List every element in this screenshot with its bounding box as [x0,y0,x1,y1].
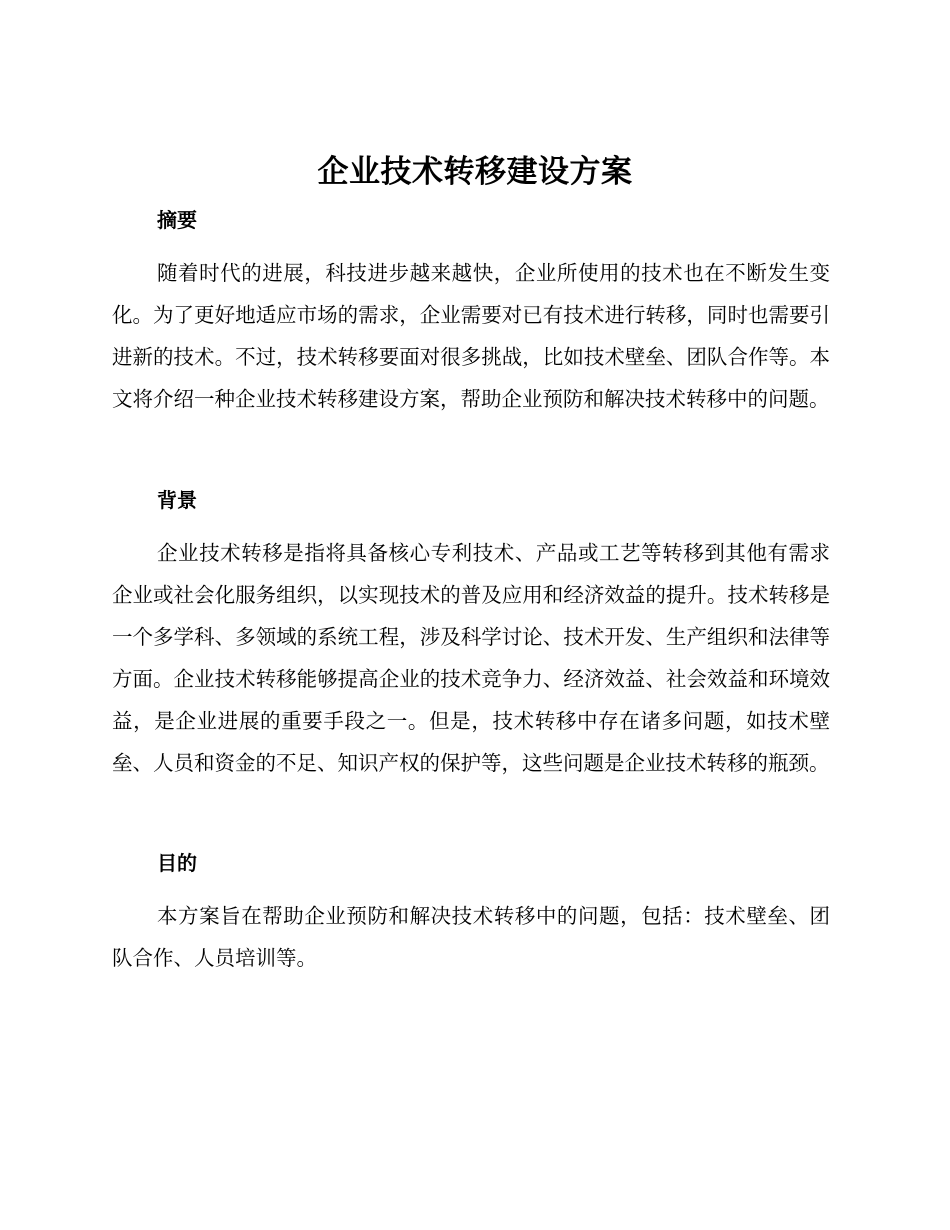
section-heading-abstract: 摘要 [157,208,197,232]
section-paragraph-background: 企业技术转移是指将具备核心专利技术、产品或工艺等转移到其他有需求企业或社会化服务组织，以实现技术的普及应用和经济效益的提升。技术转移是一个多学科、多领域的系统工程，涉及科学讨论、技术开发、生产组织和法律等方面。企业技术转移能够提高企业的技术竞争力、经济效益、社会效益和环境效益，是企业进展的重要手段之一。但是，技术转移中存在诸多问题，如技术壁垒、人员和资金的不足、知识产权的保护等，这些问题是企业技术转移的瓶颈。 [112,541,830,775]
section-heading-purpose: 目的 [157,851,197,875]
section-paragraph-purpose: 本方案旨在帮助企业预防和解决技术转移中的问题，包括：技术壁垒、团队合作、人员培训等。 [112,904,830,970]
section-paragraph-abstract: 随着时代的进展，科技进步越来越快，企业所使用的技术也在不断发生变化。为了更好地适应市场的需求，企业需要对已有技术进行转移，同时也需要引进新的技术。不过，技术转移要面对很多挑战，比如技术壁垒、团队合作等。本文将介绍一种企业技术转移建设方案，帮助企业预防和解决技术转移中的问题。 [112,261,830,411]
section-heading-background: 背景 [157,488,197,512]
document-title: 企业技术转移建设方案 [317,154,633,190]
